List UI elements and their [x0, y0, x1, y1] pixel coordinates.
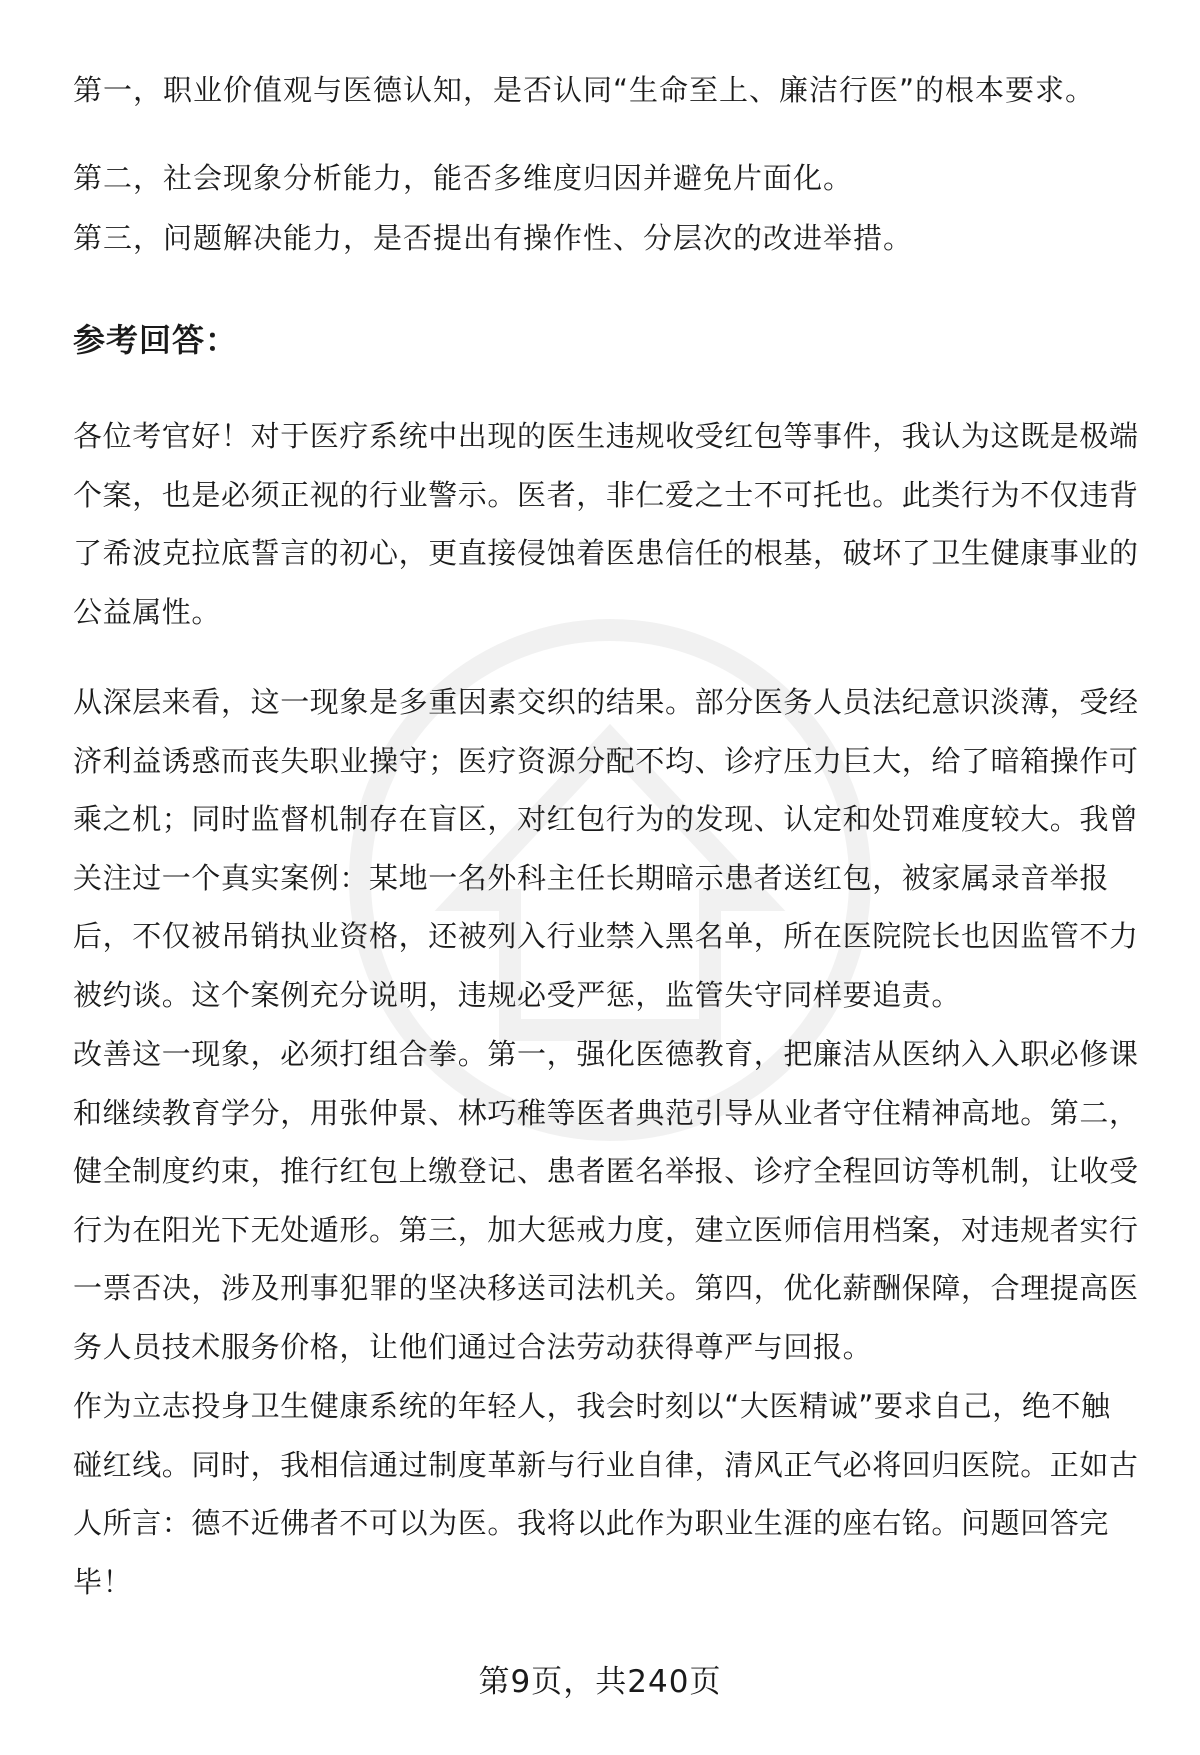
paragraph-line: 济利益诱惑而丧失职业操守；医疗资源分配不均、诊疗压力巨大，给了暗箱操作可: [73, 743, 1139, 778]
paragraph-line: 碰红线。同时，我相信通过制度革新与行业自律，清风正气必将回归医院。正如古: [73, 1447, 1139, 1482]
paragraph-line: 各位考官好！对于医疗系统中出现的医生违规收受红包等事件，我认为这既是极端: [73, 419, 1139, 453]
paragraph-line: 行为在阳光下无处遁形。第三，加大惩戒力度，建立医师信用档案，对违规者实行: [73, 1212, 1139, 1247]
paragraph-line: 作为立志投身卫生健康系统的年轻人，我会时刻以“大医精诚”要求自己，绝不触: [73, 1389, 1111, 1423]
paragraph-line: 后，不仅被吊销执业资格，还被列入行业禁入黑名单，所在医院院长也因监管不力: [73, 919, 1139, 953]
paragraph-line: 了希波克拉底誓言的初心，更直接侵蚀着医患信任的根基，破坏了卫生健康事业的: [73, 536, 1139, 570]
paragraph-conclusion: [73, 1377, 1153, 1611]
page-number-footer: 第9页，共240页: [478, 1664, 722, 1700]
paragraph-analysis: [73, 673, 1153, 1024]
answer-heading: 参考回答：: [73, 321, 239, 359]
paragraph-line: 个案，也是必须正视的行业警示。医者，非仁爱之士不可托也。此类行为不仅违背: [73, 477, 1139, 512]
paragraph-line: 务人员技术服务价格，让他们通过合法劳动获得尊严与回报。: [73, 1329, 873, 1364]
paragraph-line: 被约谈。这个案例充分说明，违规必受严惩，监管失守同样要追责。: [73, 977, 962, 1012]
paragraph-line: 一票否决，涉及刑事犯罪的坚决移送司法机关。第四，优化薪酬保障，合理提高医: [73, 1271, 1139, 1305]
paragraph-line: 毕！: [73, 1564, 133, 1599]
criterion-3: 第三，问题解决能力，是否提出有操作性、分层次的改进举措。: [73, 221, 914, 255]
paragraph-line: 改善这一现象，必须打组合拳。第一，强化医德教育，把廉洁从医纳入入职必修课: [73, 1037, 1139, 1071]
paragraph-line: 从深层来看，这一现象是多重因素交织的结果。部分医务人员法纪意识淡薄，受经: [73, 685, 1139, 719]
paragraph-line: 乘之机；同时监督机制存在盲区，对红包行为的发现、认定和处罚难度较大。我曾: [73, 802, 1139, 836]
paragraph-line: 和继续教育学分，用张仲景、林巧稚等医者典范引导从业者守住精神高地。第二，: [73, 1095, 1139, 1130]
paragraph-line: 人所言：德不近佛者不可以为医。我将以此作为职业生涯的座右铭。问题回答完: [73, 1506, 1110, 1540]
criterion-2: 第二，社会现象分析能力，能否多维度归因并避免片面化。: [73, 161, 854, 195]
paragraph-line: 健全制度约束，推行红包上缴登记、患者匿名举报、诊疗全程回访等机制，让收受: [73, 1154, 1139, 1188]
paragraph-measures: [73, 1025, 1153, 1376]
criterion-1: 第一，职业价值观与医德认知，是否认同“生命至上、廉洁行医”的根本要求。: [73, 73, 1096, 107]
paragraph-intro: [73, 407, 1153, 641]
paragraph-line: 公益属性。: [73, 594, 222, 629]
paragraph-line: 关注过一个真实案例：某地一名外科主任长期暗示患者送红包，被家属录音举报: [73, 860, 1110, 895]
